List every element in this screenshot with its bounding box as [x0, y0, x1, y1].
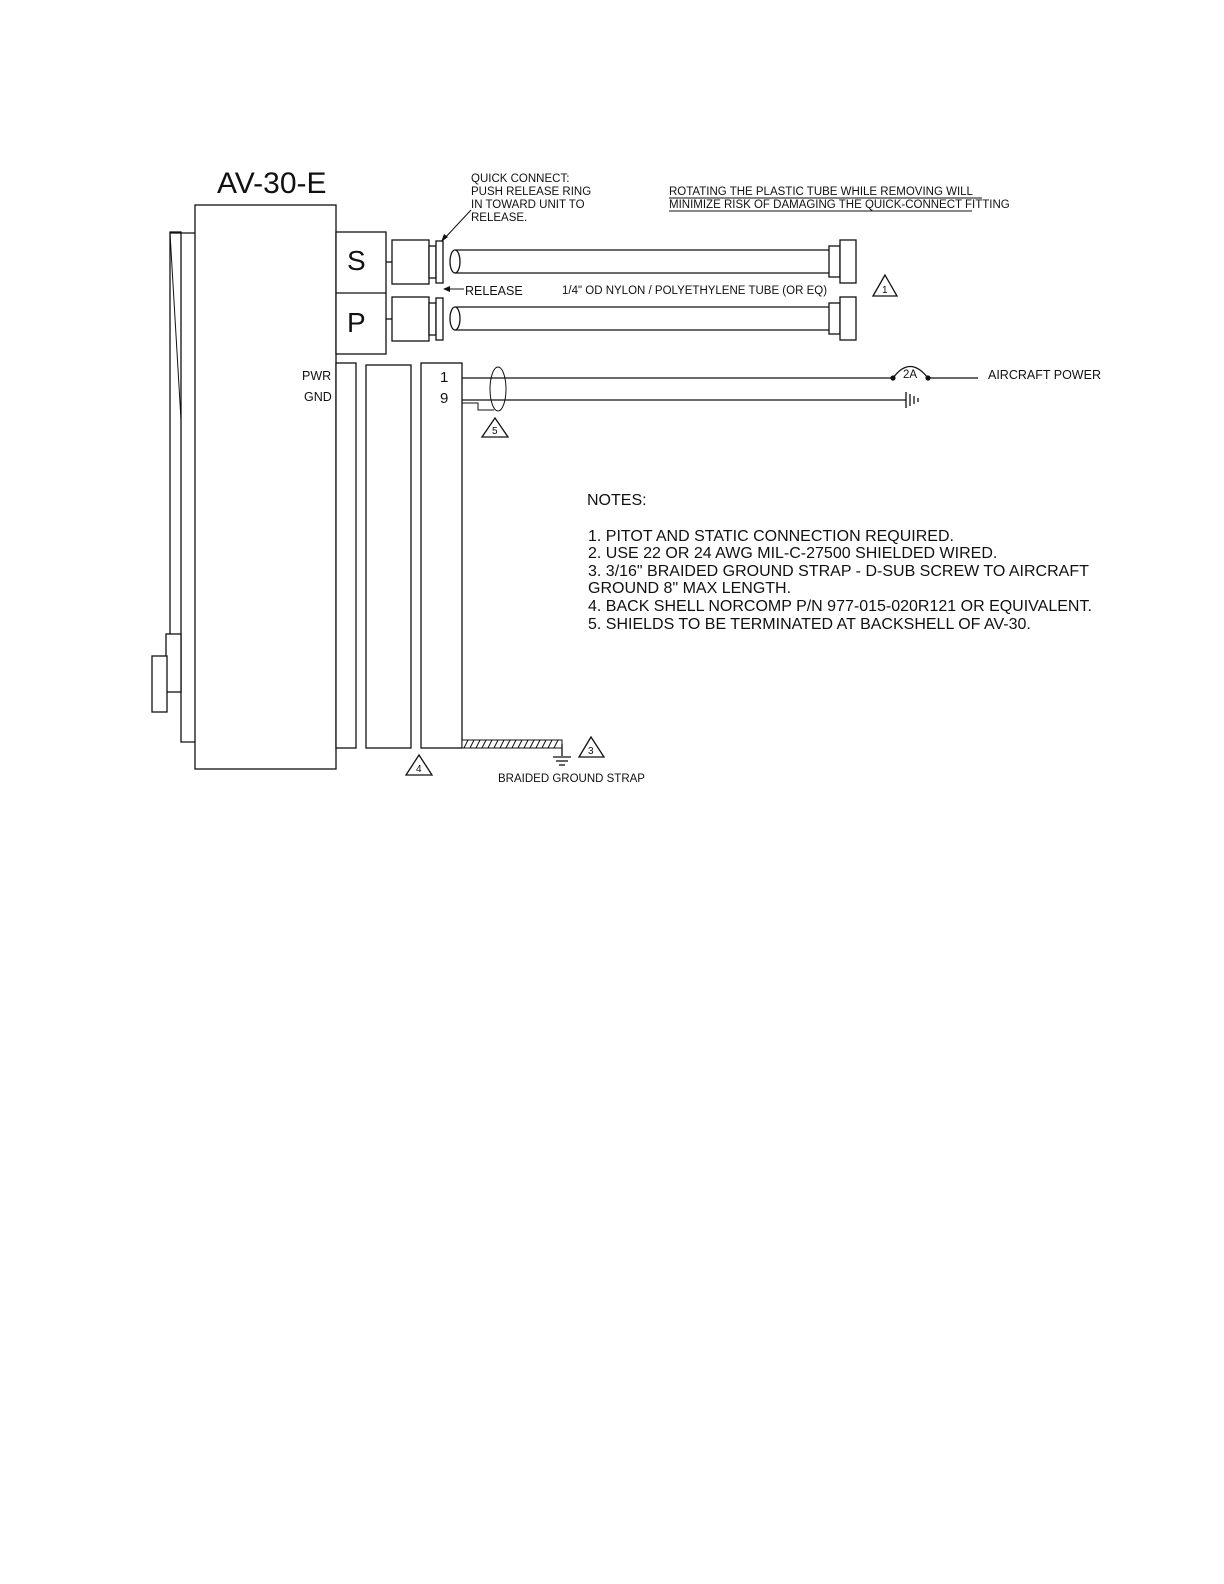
- backshell-body: [366, 365, 411, 748]
- aircraft-power-label: AIRCRAFT POWER: [988, 368, 1101, 382]
- ground-strap-label: BRAIDED GROUND STRAP: [498, 773, 645, 785]
- unit-body: [195, 205, 336, 769]
- chassis-ground-icon: [906, 392, 918, 408]
- static-quick-connect: [386, 240, 443, 284]
- earth-ground-icon: [553, 757, 571, 765]
- power-wire: [462, 367, 978, 381]
- note-line: 1. PITOT AND STATIC CONNECTION REQUIRED.: [588, 528, 954, 545]
- note-line: 3. 3/16" BRAIDED GROUND STRAP - D-SUB SCREW TO AIRCRAFT: [588, 563, 1089, 580]
- pwr-pin-number: 1: [440, 369, 449, 386]
- quick-connect-note-line: PUSH RELEASE RING: [471, 186, 592, 198]
- note-line: 2. USE 22 OR 24 AWG MIL-C-27500 SHIELDED WIRED.: [588, 545, 998, 562]
- unit-bezel: [152, 232, 195, 742]
- note-ref-1: 1: [882, 285, 888, 296]
- shield-drain: [462, 403, 494, 410]
- gnd-pin-label: GND: [304, 390, 332, 404]
- note-ref-3: 3: [588, 746, 594, 757]
- d-sub-connector: [421, 363, 462, 748]
- static-port-label: S: [347, 245, 366, 276]
- note-line: 5. SHIELDS TO BE TERMINATED AT BACKSHELL OF AV-30.: [588, 616, 1031, 633]
- note-ref-4: 4: [416, 764, 422, 775]
- note-line: 4. BACK SHELL NORCOMP P/N 977-015-020R121 OR EQUIVALENT.: [588, 598, 1092, 615]
- rotate-note-line: ROTATING THE PLASTIC TUBE WHILE REMOVING WILL: [669, 186, 973, 198]
- unit-title: AV-30-E: [217, 167, 327, 200]
- tube-label: 1/4" OD NYLON / POLYETHYLENE TUBE (OR EQ): [562, 285, 828, 297]
- note-ref-5: 5: [492, 426, 498, 437]
- rotate-note-line: MINIMIZE RISK OF DAMAGING THE QUICK-CONNECT FITTING: [669, 199, 1010, 211]
- pitot-quick-connect: [386, 297, 443, 341]
- release-label: RELEASE: [465, 284, 523, 298]
- pitot-tube: [450, 297, 856, 340]
- quick-connect-note-line: QUICK CONNECT:: [471, 173, 570, 185]
- fuse-label: 2A: [903, 369, 918, 381]
- quick-connect-note: [471, 173, 591, 224]
- quick-connect-note-line: IN TOWARD UNIT TO: [471, 199, 585, 211]
- static-tube: [450, 240, 856, 283]
- quick-connect-note-line: RELEASE.: [471, 212, 528, 224]
- notes-title: NOTES:: [587, 492, 647, 509]
- note-line: GROUND 8" MAX LENGTH.: [588, 580, 792, 597]
- braided-ground-strap: [462, 740, 562, 756]
- release-arrow: [443, 286, 464, 292]
- gnd-pin-number: 9: [440, 390, 449, 407]
- cable-shield: [490, 367, 506, 411]
- connector-plate: [336, 363, 356, 748]
- pwr-pin-label: PWR: [302, 369, 332, 383]
- quick-connect-leader: [441, 210, 471, 242]
- pitot-port-label: P: [347, 307, 366, 338]
